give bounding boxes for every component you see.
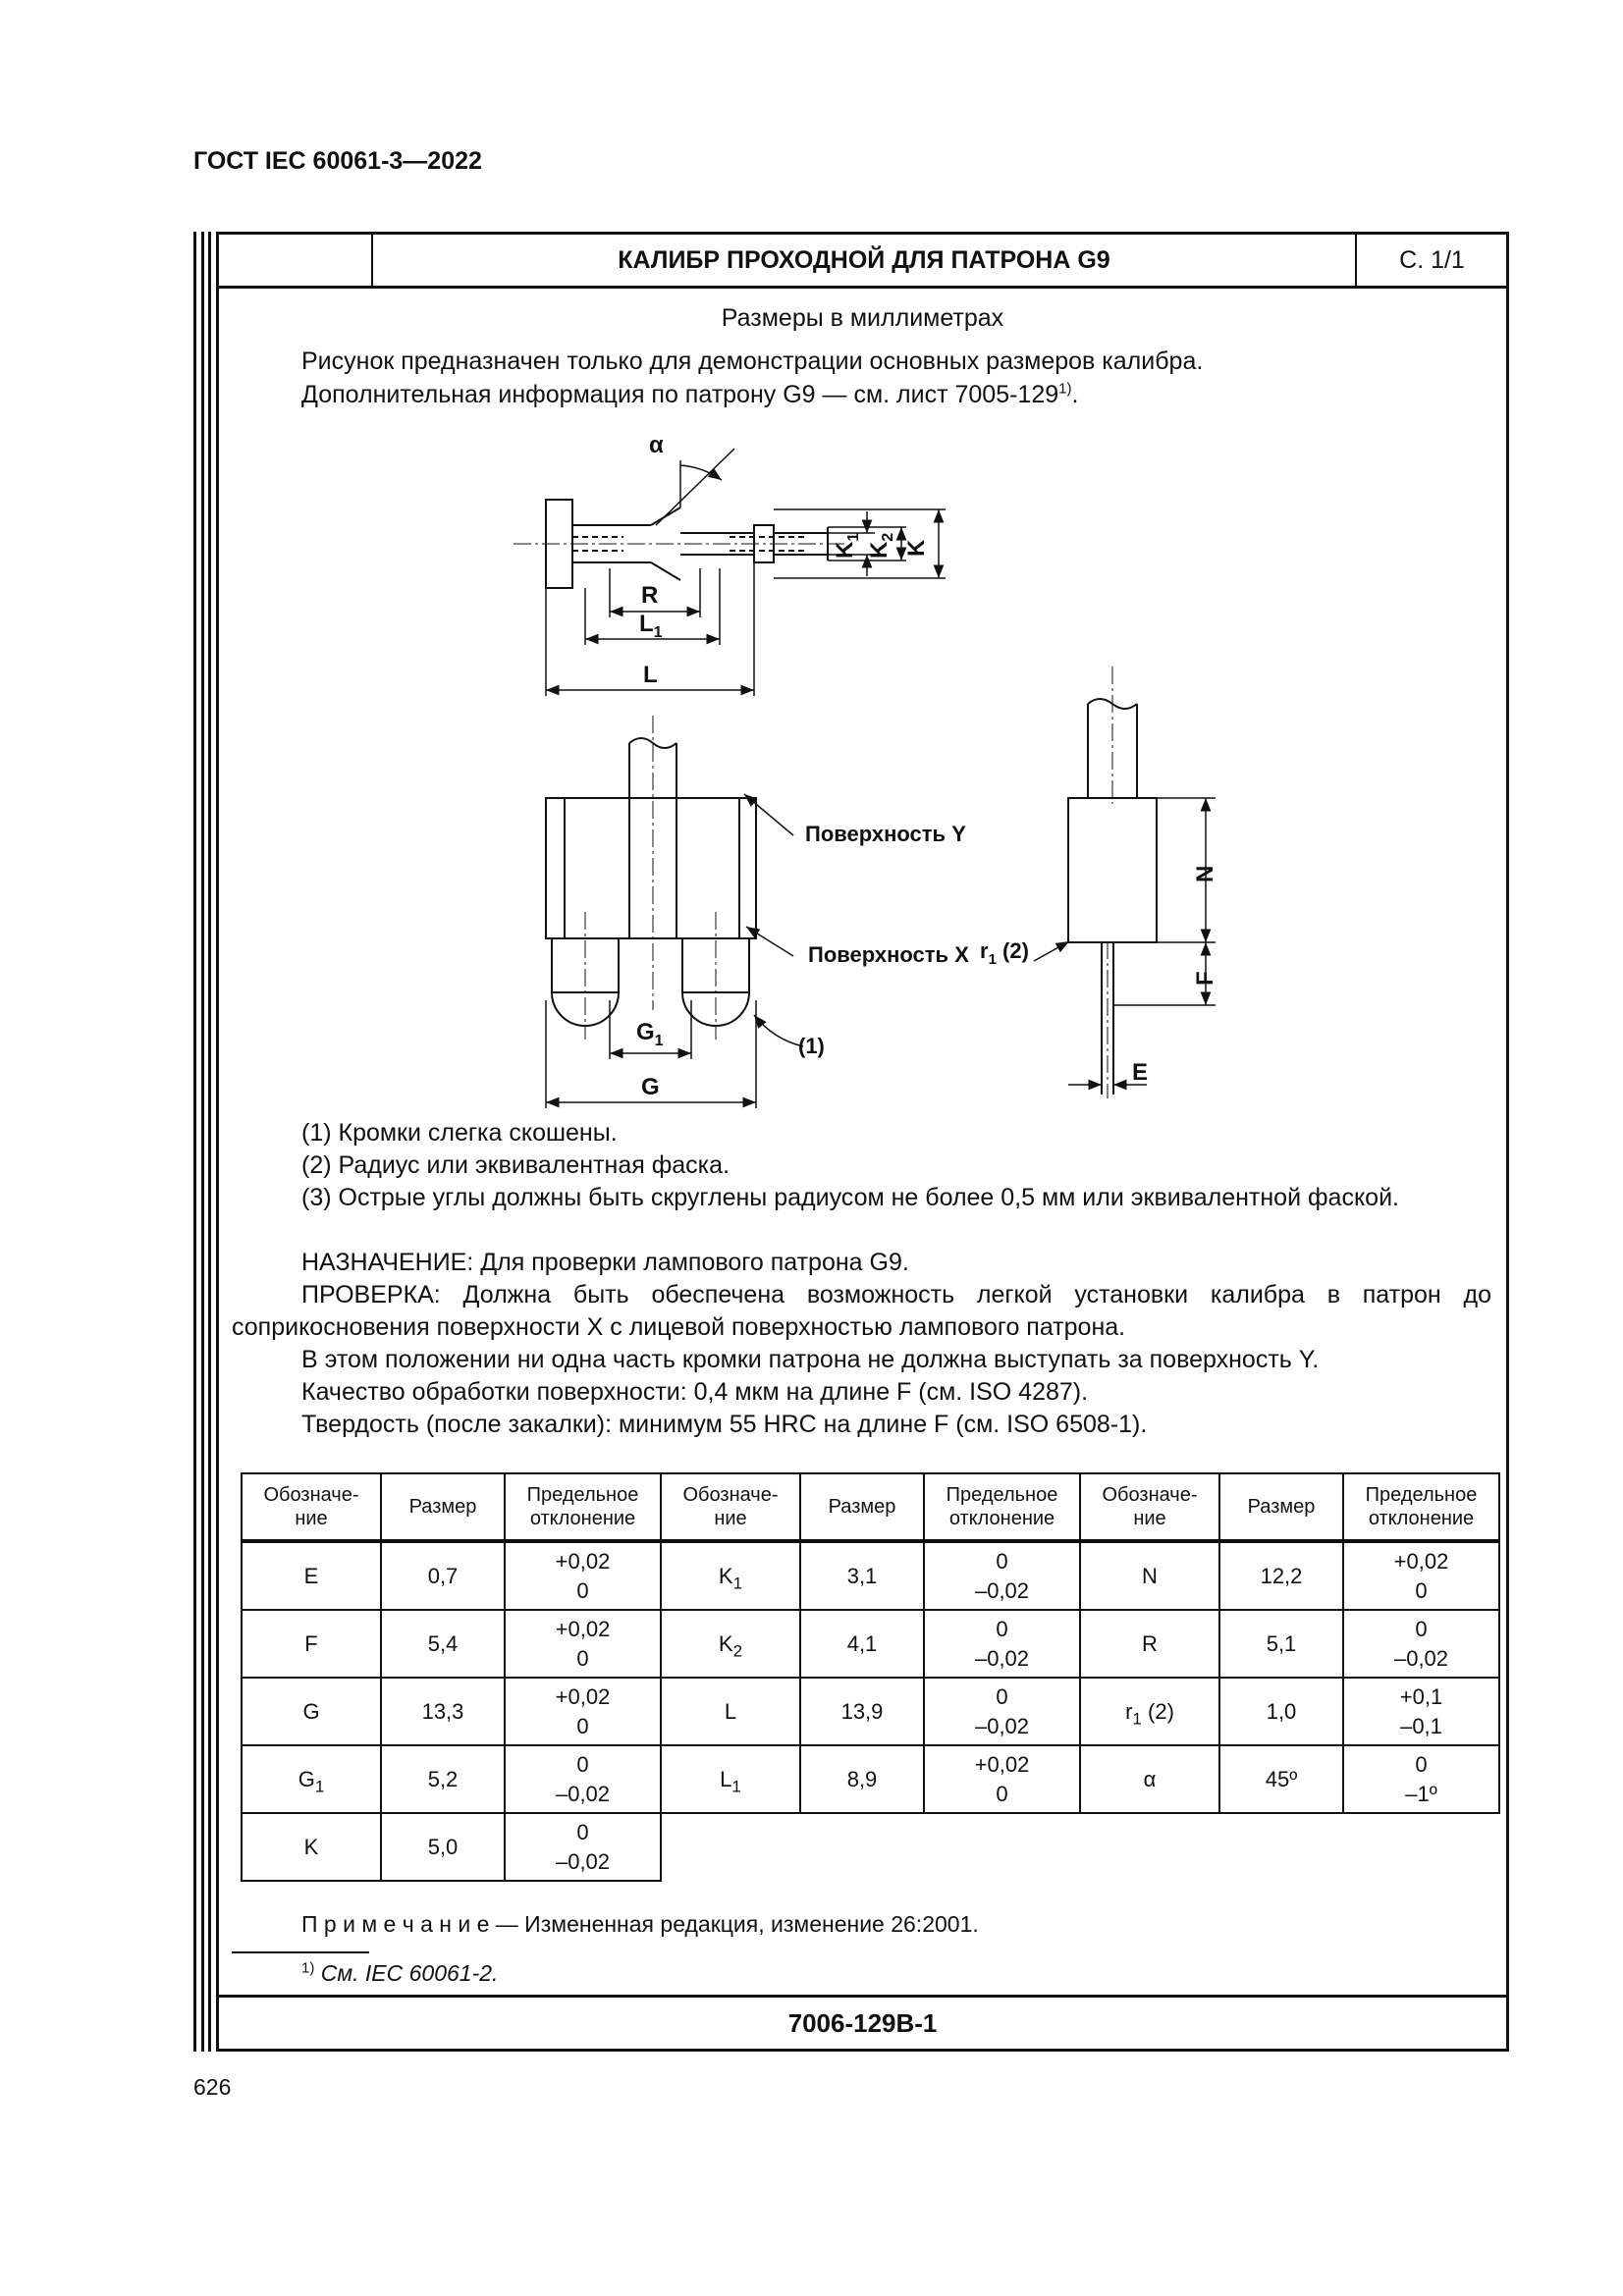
designation-cell xyxy=(1080,1610,1219,1678)
designation-cell xyxy=(1080,1678,1219,1745)
empty-cell xyxy=(1219,1813,1343,1881)
k2-label-main: K xyxy=(866,541,893,559)
intro-line-1: Рисунок предназначен только для демонстрации основных размеров калибра. xyxy=(301,347,1204,375)
tolerance-cell xyxy=(1343,1610,1499,1678)
header-designation-line1: Обозначе- xyxy=(1102,1484,1198,1506)
tolerance-upper: 0 xyxy=(996,1548,1008,1574)
size-cell: 5,4 xyxy=(381,1610,505,1678)
alpha-label: α xyxy=(649,432,664,458)
designation-cell xyxy=(1080,1541,1219,1610)
units-note: Размеры в миллиметрах xyxy=(721,304,1004,332)
designation-main: G xyxy=(298,1766,315,1791)
designation-main: N xyxy=(1142,1563,1158,1588)
size-cell: 45º xyxy=(1219,1745,1343,1813)
footnote-separator xyxy=(232,1951,369,1953)
surface-quality-text: Качество обработки поверхности: 0,4 мкм на длине F (см. ISO 4287). xyxy=(301,1378,1089,1406)
designation-main: L xyxy=(724,1698,737,1724)
tolerance-lower: 0 xyxy=(576,1713,589,1738)
amendment-note-text: — Измененная редакция, изменение 26:2001. xyxy=(489,1911,979,1937)
sheet-page-ref: С. 1/1 xyxy=(1399,246,1465,274)
designation-main: K xyxy=(718,1563,733,1588)
g-label: G xyxy=(641,1074,660,1100)
note-3: (3) Острые углы должны быть скруглены радиусом не более 0,5 мм или эквивалентной фаской. xyxy=(301,1184,1399,1211)
size-cell: 1,0 xyxy=(1219,1678,1343,1745)
designation-cell xyxy=(661,1541,800,1610)
designation-main: F xyxy=(304,1630,318,1656)
l1-label xyxy=(639,611,663,641)
note-2: (2) Радиус или эквивалентная фаска. xyxy=(301,1151,730,1179)
front-view xyxy=(546,716,803,1108)
footnote xyxy=(301,1957,498,1990)
footnote-mark: 1) xyxy=(301,1959,315,1977)
designation-sub: 1 xyxy=(731,1776,741,1795)
header-designation-line2: ние xyxy=(295,1508,328,1529)
tolerance-cell xyxy=(924,1610,1080,1678)
k-label: K xyxy=(903,539,930,557)
table-row xyxy=(242,1745,1499,1813)
tolerance-upper: +0,02 xyxy=(1393,1548,1449,1574)
e-label: E xyxy=(1132,1059,1149,1086)
intro-line-2-text: Дополнительная информация по патрону G9 — см. лист 7005-129 xyxy=(301,381,1059,408)
designation-main: L xyxy=(720,1766,732,1791)
header-tolerance-line1: Предельное xyxy=(946,1484,1058,1506)
header-designation-line1: Обозначе- xyxy=(263,1484,359,1506)
empty-cell xyxy=(924,1813,1080,1881)
table-row xyxy=(242,1541,1499,1610)
tolerance-upper: +0,02 xyxy=(555,1616,611,1641)
sheet-title: КАЛИБР ПРОХОДНОЙ ДЛЯ ПАТРОНА G9 xyxy=(373,235,1357,286)
surface-y-label: Поверхность Y xyxy=(805,822,966,846)
page-number: 626 xyxy=(193,2074,232,2100)
tolerance-upper: +0,02 xyxy=(555,1548,611,1574)
side-view xyxy=(1034,667,1216,1098)
document-code: ГОСТ IEC 60061-3—2022 xyxy=(193,147,482,175)
margin-line xyxy=(208,232,211,2052)
tolerance-cell xyxy=(505,1541,661,1610)
table-header-row xyxy=(242,1473,1499,1541)
tolerance-upper: 0 xyxy=(576,1819,589,1844)
tolerance-upper: +0,02 xyxy=(555,1683,611,1709)
margin-line xyxy=(193,232,196,2052)
tolerance-lower: –0,02 xyxy=(974,1713,1030,1738)
designation-main: r xyxy=(1125,1698,1133,1724)
designation-cell xyxy=(661,1678,800,1745)
designation-sub: 1 xyxy=(314,1776,325,1795)
l1-label-sub: 1 xyxy=(653,624,663,641)
r1-label xyxy=(980,938,1029,968)
designation-main: K xyxy=(303,1834,319,1859)
tolerance-upper: 0 xyxy=(576,1751,589,1777)
header-tolerance-line1: Предельное xyxy=(1365,1484,1478,1506)
n-label: N xyxy=(1192,865,1218,882)
empty-cell xyxy=(1343,1813,1499,1881)
tolerance-lower: –0,02 xyxy=(1393,1645,1449,1671)
tolerance-cell xyxy=(924,1541,1080,1610)
header-size: Размер xyxy=(381,1473,505,1541)
size-cell: 5,0 xyxy=(381,1813,505,1881)
tolerance-upper: 0 xyxy=(1415,1616,1428,1641)
tolerance-cell xyxy=(505,1813,661,1881)
designation-main: G xyxy=(302,1698,320,1724)
header-tolerance xyxy=(1343,1473,1499,1541)
amendment-note-label: П р и м е ч а н и е xyxy=(301,1911,490,1937)
tolerance-upper: +0,1 xyxy=(1399,1683,1443,1709)
designation-cell xyxy=(242,1813,381,1881)
g1-label xyxy=(636,1019,664,1049)
table-row xyxy=(242,1610,1499,1678)
empty-cell xyxy=(800,1813,924,1881)
position-text: В этом положении ни одна часть кромки патрона не должна выступать за поверхность Y. xyxy=(301,1346,1320,1373)
k1-label xyxy=(832,533,862,559)
header-size: Размер xyxy=(800,1473,924,1541)
margin-line xyxy=(201,232,204,2052)
tolerance-cell xyxy=(924,1678,1080,1745)
tolerance-lower: –0,02 xyxy=(974,1577,1030,1603)
designation-cell xyxy=(661,1745,800,1813)
table-row xyxy=(242,1813,1499,1881)
size-cell: 8,9 xyxy=(800,1745,924,1813)
tolerance-lower: –0,02 xyxy=(974,1645,1030,1671)
footnote-text: См. IEC 60061-2. xyxy=(314,1960,499,1986)
tolerance-lower: –0,02 xyxy=(555,1848,611,1874)
designation-cell xyxy=(661,1610,800,1678)
surface-x-label: Поверхность X xyxy=(808,942,969,967)
r1-label-main: r xyxy=(980,938,989,963)
table-row xyxy=(242,1678,1499,1745)
tolerance-lower: –0,1 xyxy=(1400,1713,1442,1738)
check-text: ПРОВЕРКА: Должна быть обеспечена возможность легкой установки калибра в патрон до соприкосновения поверхности X с лицевой поверхностью лампового патрона. xyxy=(232,1281,1491,1341)
tolerance-lower: 0 xyxy=(576,1645,589,1671)
k1-label-main: K xyxy=(832,541,858,559)
l-label: L xyxy=(643,662,658,688)
footnote-ref: 1) xyxy=(1058,380,1072,398)
designation-cell xyxy=(1080,1745,1219,1813)
tolerance-lower: –0,02 xyxy=(555,1781,611,1806)
sheet-frame xyxy=(216,232,1509,2052)
designation-sub: 2 xyxy=(732,1640,743,1660)
tolerance-cell xyxy=(924,1745,1080,1813)
size-cell: 5,1 xyxy=(1219,1610,1343,1678)
r1-label-sub: 1 xyxy=(988,951,997,968)
header-size: Размер xyxy=(1219,1473,1343,1541)
size-cell: 5,2 xyxy=(381,1745,505,1813)
tolerance-upper: 0 xyxy=(996,1683,1008,1709)
designation-cell xyxy=(242,1745,381,1813)
dimensions-table xyxy=(241,1472,1500,1882)
size-cell: 4,1 xyxy=(800,1610,924,1678)
header-designation-line1: Обозначе- xyxy=(682,1484,779,1506)
header-tolerance-line2: отклонение xyxy=(948,1508,1055,1529)
designation-main: E xyxy=(303,1563,319,1588)
f-label: F xyxy=(1192,971,1218,986)
intro-line-2-end: . xyxy=(1071,381,1079,408)
size-cell: 13,3 xyxy=(381,1678,505,1745)
designation-main: α xyxy=(1143,1766,1157,1791)
tolerance-cell xyxy=(505,1678,661,1745)
sheet-code: 7006-129B-1 xyxy=(219,1995,1506,2052)
header-tolerance-line2: отклонение xyxy=(529,1508,636,1529)
amendment-note xyxy=(301,1908,979,1941)
tolerance-cell xyxy=(1343,1541,1499,1610)
designation-sub: 1 xyxy=(1132,1708,1142,1728)
tolerance-upper: 0 xyxy=(1415,1751,1428,1777)
header-designation-line2: ние xyxy=(714,1508,747,1529)
header-designation xyxy=(661,1473,800,1541)
tolerance-cell xyxy=(505,1745,661,1813)
empty-cell xyxy=(661,1813,800,1881)
size-cell: 0,7 xyxy=(381,1541,505,1610)
hardness-text: Твердость (после закалки): минимум 55 HRC на длине F (см. ISO 6508-1). xyxy=(301,1411,1148,1438)
size-cell: 3,1 xyxy=(800,1541,924,1610)
gauge-drawing xyxy=(219,235,1506,1138)
size-cell: 12,2 xyxy=(1219,1541,1343,1610)
header-designation-line2: ние xyxy=(1133,1508,1166,1529)
designation-sub: 1 xyxy=(732,1573,743,1592)
tolerance-lower: 0 xyxy=(576,1577,589,1603)
r-label: R xyxy=(641,582,659,609)
header-designation xyxy=(1080,1473,1219,1541)
size-cell: 13,9 xyxy=(800,1678,924,1745)
k2-label-sub: 2 xyxy=(880,532,896,542)
designation-cell xyxy=(242,1610,381,1678)
purpose-text: НАЗНАЧЕНИЕ: Для проверки лампового патрона G9. xyxy=(301,1249,909,1276)
header-tolerance-line1: Предельное xyxy=(526,1484,639,1506)
tolerance-lower: 0 xyxy=(1415,1577,1428,1603)
k2-label xyxy=(866,533,896,559)
header-tolerance-line2: отклонение xyxy=(1368,1508,1475,1529)
note-1-ref: (1) xyxy=(798,1034,825,1058)
empty-cell xyxy=(1080,1813,1219,1881)
designation-suffix: (2) xyxy=(1141,1698,1174,1724)
tolerance-lower: 0 xyxy=(996,1781,1008,1806)
designation-cell xyxy=(242,1678,381,1745)
g1-label-sub: 1 xyxy=(654,1033,664,1049)
tolerance-cell xyxy=(1343,1678,1499,1745)
r1-label-ref: (2) xyxy=(996,938,1029,963)
header-tolerance xyxy=(924,1473,1080,1541)
tolerance-upper: +0,02 xyxy=(974,1751,1030,1777)
header-tolerance xyxy=(505,1473,661,1541)
l1-label-main: L xyxy=(639,611,654,637)
k1-label-sub: 1 xyxy=(845,532,862,542)
tolerance-upper: 0 xyxy=(996,1616,1008,1641)
top-view xyxy=(514,449,946,696)
tolerance-cell xyxy=(1343,1745,1499,1813)
note-1: (1) Кромки слегка скошены. xyxy=(301,1119,618,1147)
designation-main: R xyxy=(1142,1630,1158,1656)
tolerance-lower: –1º xyxy=(1405,1781,1437,1806)
header-designation xyxy=(242,1473,381,1541)
designation-cell xyxy=(242,1541,381,1610)
tolerance-cell xyxy=(505,1610,661,1678)
g1-label-main: G xyxy=(636,1019,655,1045)
designation-main: K xyxy=(718,1630,733,1656)
